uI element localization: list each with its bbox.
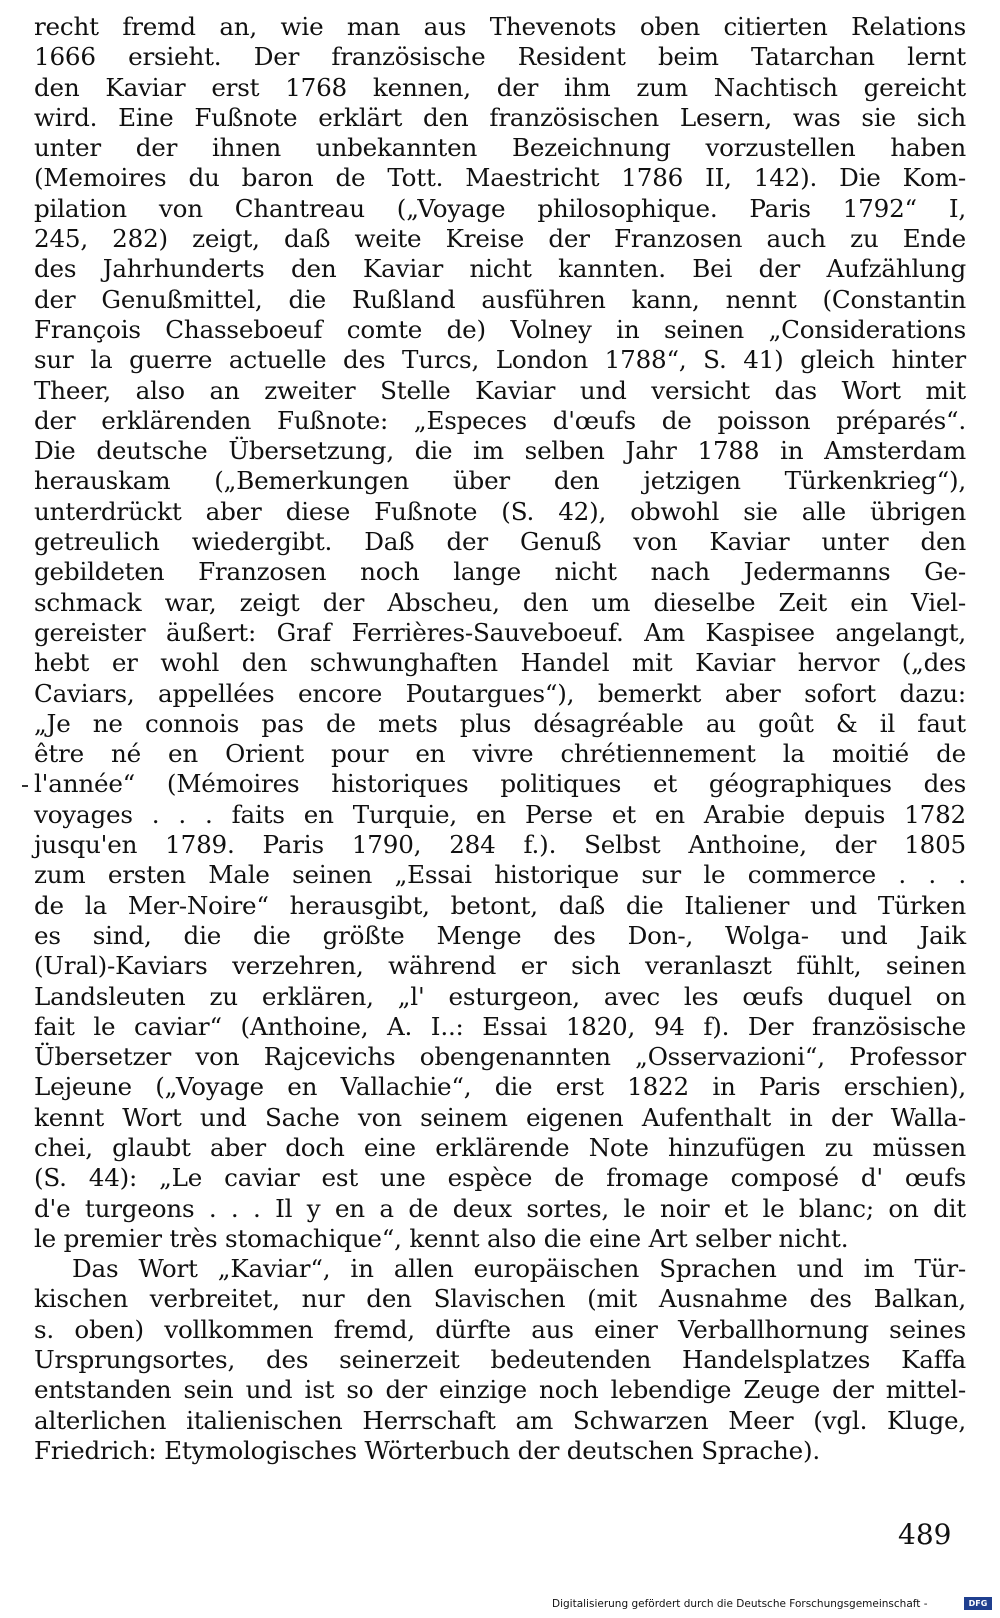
text-line: sur la guerre actuelle des Turcs, London 1788“, S. 41) gleich hinter: [34, 345, 966, 375]
text-line: Friedrich: Etymologisches Wörterbuch der deutschen Sprache).: [34, 1435, 820, 1465]
text-line: kennt Wort und Sache von seinem eigenen Aufenthalt in der Walla-: [34, 1102, 966, 1132]
dfg-logo: DFG: [964, 1597, 992, 1610]
text-line: Das Wort „Kaviar“, in allen europäischen Sprachen und im Tür-: [72, 1254, 966, 1284]
text-line: den Kaviar erst 1768 kennen, der ihm zum Nachtisch gereicht: [34, 72, 966, 102]
text-line: es sind, die die größte Menge des Don-, Wolga- und Jaik: [34, 920, 966, 950]
page-text: [34, 12, 966, 1466]
text-line: Lejeune („Voyage en Vallachie“, die erst 1822 in Paris erschien),: [34, 1072, 966, 1102]
text-line: François Chasseboeuf comte de) Volney in seinen „Considerations: [34, 314, 966, 344]
text-line: l'année“ (Mémoires historiques politiques et géographiques des: [34, 769, 966, 799]
text-line: Landsleuten zu erklären, „l' esturgeon, avec les œufs duquel on: [34, 981, 966, 1011]
text-line: Ursprungsortes, des seinerzeit bedeutenden Handelsplatzes Kaffa: [34, 1345, 966, 1375]
text-line: „Je ne connois pas de mets plus désagréable au goût & il faut: [34, 708, 966, 738]
text-line: jusqu'en 1789. Paris 1790, 284 f.). Selbst Anthoine, der 1805: [34, 830, 966, 860]
text-line: gereister äußert: Graf Ferrières-Sauveboeuf. Am Kaspisee angelangt,: [34, 617, 966, 647]
text-line: fait le caviar“ (Anthoine, A. I..: Essai 1820, 94 f). Der französische: [34, 1011, 966, 1041]
text-line: pilation von Chantreau („Voyage philosophique. Paris 1792“ I,: [34, 193, 966, 223]
text-line: der Genußmittel, die Rußland ausführen kann, nennt (Constantin: [34, 284, 966, 314]
text-line: alterlichen italienischen Herrschaft am Schwarzen Meer (vgl. Kluge,: [34, 1405, 966, 1435]
text-line: schmack war, zeigt der Abscheu, den um dieselbe Zeit ein Viel-: [34, 587, 966, 617]
page-number: 489: [898, 1518, 952, 1551]
text-line: (Ural)-Kaviars verzehren, während er sich veranlaszt fühlt, seinen: [34, 951, 966, 981]
text-line: kischen verbreitet, nur den Slavischen (mit Ausnahme des Balkan,: [34, 1284, 966, 1314]
text-line: hebt er wohl den schwunghaften Handel mit Kaviar hervor („des: [34, 648, 966, 678]
text-line: Theer, also an zweiter Stelle Kaviar und versicht das Wort mit: [34, 375, 966, 405]
text-line: des Jahrhunderts den Kaviar nicht kannten. Bei der Aufzählung: [34, 254, 966, 284]
text-line: 245, 282) zeigt, daß weite Kreise der Franzosen auch zu Ende: [34, 224, 966, 254]
text-line: unter der ihnen unbekannten Bezeichnung vorzustellen haben: [34, 133, 966, 163]
margin-mark: [22, 785, 28, 787]
text-line: voyages . . . faits en Turquie, en Perse et en Arabie depuis 1782: [34, 799, 966, 829]
text-line: unterdrückt aber diese Fußnote (S. 42), obwohl sie alle übrigen: [34, 496, 966, 526]
text-line: chei, glaubt aber doch eine erklärende Note hinzufügen zu müssen: [34, 1132, 966, 1162]
text-line: gebildeten Franzosen noch lange nicht nach Jedermanns Ge-: [34, 557, 966, 587]
text-line: (S. 44): „Le caviar est une espèce de fromage composé d' œufs: [34, 1163, 966, 1193]
text-line: s. oben) vollkommen fremd, dürfte aus einer Verballhornung seines: [34, 1314, 966, 1344]
text-line: 1666 ersieht. Der französische Resident beim Tatarchan lernt: [34, 42, 966, 72]
text-line: être né en Orient pour en vivre chrétiennement la moitié de: [34, 739, 966, 769]
text-line: Übersetzer von Rajcevichs obengenannten „Osservazioni“, Professor: [34, 1042, 966, 1072]
digitization-footer: Digitalisierung gefördert durch die Deutsche Forschungsgemeinschaft -: [552, 1598, 928, 1610]
text-line: recht fremd an, wie man aus Thevenots oben citierten Relations: [34, 12, 966, 41]
text-line: le premier très stomachique“, kennt also die eine Art selber nicht.: [34, 1223, 849, 1253]
text-line: herauskam („Bemerkungen über den jetzigen Türkenkrieg“),: [34, 466, 966, 496]
text-line: Caviars, appellées encore Poutargues“), bemerkt aber sofort dazu:: [34, 678, 966, 708]
text-line: der erklärenden Fußnote: „Especes d'œufs de poisson préparés“.: [34, 405, 966, 435]
text-line: getreulich wiedergibt. Daß der Genuß von Kaviar unter den: [34, 527, 966, 557]
text-line: entstanden sein und ist so der einzige noch lebendige Zeuge der mittel-: [34, 1375, 966, 1405]
text-line: de la Mer-Noire“ herausgibt, betont, daß die Italiener und Türken: [34, 890, 966, 920]
text-line: wird. Eine Fußnote erklärt den französischen Lesern, was sie sich: [34, 102, 966, 132]
text-line: Die deutsche Übersetzung, die im selben Jahr 1788 in Amsterdam: [34, 436, 966, 466]
text-line: (Memoires du baron de Tott. Maestricht 1786 II, 142). Die Kom-: [34, 163, 966, 193]
text-line: zum ersten Male seinen „Essai historique sur le commerce . . .: [34, 860, 966, 890]
text-line: d'e turgeons . . . Il y en a de deux sortes, le noir et le blanc; on dit: [34, 1193, 966, 1223]
